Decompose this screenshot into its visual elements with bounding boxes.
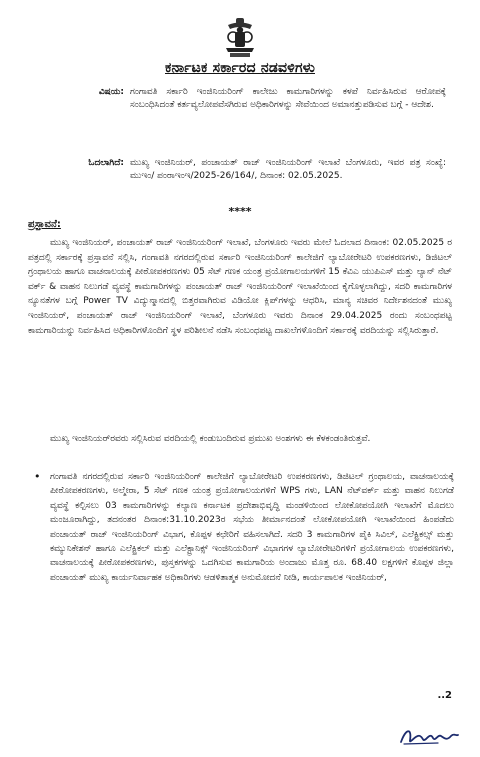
list-item (34, 470, 454, 585)
separator: **** (228, 205, 252, 218)
subject-label: ವಿಷಯ: (98, 87, 124, 97)
preamble-paragraph-2-text: ಮುಖ್ಯ ಇಂಜಿನಿಯರ್‌ರವರು ಸಲ್ಲಿಸಿರುವ ವರದಿಯಲ್ಲಿ ಕಂಡುಬಂದಿರುವ ಪ್ರಮುಖ ಅಂಶಗಳು ಈ ಕೆಳಕಂಡಂತಿರುತ್ತವೆ. (50, 434, 371, 444)
signature-icon (398, 722, 460, 748)
preamble-paragraph-2 (28, 432, 452, 447)
state-emblem-icon (222, 16, 258, 60)
preamble-paragraph-1-text: ಮುಖ್ಯ ಇಂಜಿನಿಯರ್, ಪಂಚಾಯತ್ ರಾಜ್ ಇಂಜಿನಿಯರಿಂಗ್ ಇಲಾಖೆ, ಬೆಂಗಳೂರು ಇವರು ಮೇಲೆ ಓದಲಾದ ದಿನಾಂಕ: 02.05.2025 ರ ಪತ್ರದಲ್ಲಿ ಸರ್ಕಾರಕ್ಕೆ ಪ್ರಸ್ತಾವನೆ ಸಲ್ಲಿಸಿ, ಗಂಗಾವತಿ ನಗರದಲ್ಲಿರುವ ಸರ್ಕಾರಿ ಇಂಜಿನಿಯರಿಂಗ್ ಕಾಲೇಜಿಗೆ ಲ್ಯಾಬೋರೇಟರಿ ಉಪಕರಣಗಳು, ಡಿಜಿಟಲ್ ಗ್ರಂಥಾಲಯ ಹಾಗೂ ವಾಚನಾಲಯಕ್ಕೆ ಪೀಠೋಪಕರಣಗಳು 05 ಸೆಟ್ ಗಣಕ ಯಂತ್ರ ಪ್ರಯೋಗಾಲಯಗಳಿಗೆ 15 ಕೆವಿಎ ಯುಪಿಎಸ್ ಮತ್ತು ಲ್ಯಾನ್ ನೆಟ್ ವರ್ಕ್ & ವಾಹನ ನಿಲುಗಡೆ ವ್ಯವಸ್ಥೆ ಕಾಮಗಾರಿಗಳನ್ನು ಪಂಚಾಯತ್ ರಾಜ್ ಇಂಜಿನಿಯರಿಂಗ್ ಇಲಾಖೆಯಿಂದ ಕೈಗೊಳ್ಳಲಾಗಿದ್ದು, ಸದರಿ ಕಾಮಗಾರಿಗಳ ನ್ಯೂನತೆಗಳ ಬಗ್ಗೆ Power TV ವಿದ್ಯುನ್ಮಾನದಲ್ಲಿ ಬಿತ್ತರವಾಗಿರುವ ವಿಡಿಯೋ ಕ್ಲಿಪ್‌ಗಳನ್ನು ಆಧರಿಸಿ, ಮಾನ್ಯ ಸಚಿವರ ನಿರ್ದೇಶನದಂತೆ ಮುಖ್ಯ ಇಂಜಿನಿಯರ್, ಪಂಚಾಯತ್ ರಾಜ್ ಇಂಜಿನಿಯರಿಂಗ್ ಇಲಾಖೆ, ಬೆಂಗಳೂರು ಇವರು ದಿನಾಂಕ 29.04.2025 ರಂದು ಸಂಬಂಧಪಟ್ಟ ಕಾಮಗಾರಿಯನ್ನು ನಿರ್ವಹಿಸಿದ ಅಧಿಕಾರಿಗಳೊಂದಿಗೆ ಸ್ಥಳ ಪರಿಶೀಲನೆ ನಡೆಸಿ ಸಂಬಂಧಪಟ್ಟ ದಾಖಲೆಗಳೊಂದಿಗೆ ಸರ್ಕಾರಕ್ಕೆ ವರದಿಯನ್ನು ಸಲ್ಲಿಸಿರುತ್ತಾರೆ. (28, 238, 452, 336)
reference-text: ಮುಖ್ಯ ಇಂಜಿನಿಯರ್, ಪಂಚಾಯತ್ ರಾಜ್ ಇಂಜಿನಿಯರಿಂಗ್ ಇಲಾಖೆ ಬೆಂಗಳೂರು, ಇವರ ಪತ್ರ ಸಂಖ್ಯೆ: ಮುಇಂ/ ಪಂರಾಇಂಇ/2025-26/164/, ದಿನಾಂಕ: 02.05.2025. (130, 158, 446, 181)
preamble-paragraph-1 (28, 236, 452, 338)
next-page-number: ..2 (437, 690, 452, 701)
list-item-text: ಗಂಗಾವತಿ ನಗರದಲ್ಲಿರುವ ಸರ್ಕಾರಿ ಇಂಜಿನಿಯರಿಂಗ್ ಕಾಲೇಜಿಗೆ ಲ್ಯಾಬೋರೇಟರಿ ಉಪಕರಣಗಳು, ಡಿಜಿಟಲ್ ಗ್ರಂಥಾಲಯ, ವಾಚನಾಲಯಕ್ಕೆ ಪೀಠೋಪಕರಣಗಳು, ಅಲ್ಮೇರಾ, 5 ಸೆಟ್ ಗಣಕ ಯಂತ್ರ ಪ್ರಯೋಗಾಲಯಗಳಿಗೆ WPS ಗಳು, LAN ನೆಟ್‌ವರ್ಕ್ ಮತ್ತು ವಾಹನ ನಿಲುಗಡೆ ವ್ಯವಸ್ಥೆ ಕಲ್ಪಿಸಲು 03 ಕಾಮಗಾರಿಗಳನ್ನು ಕಲ್ಯಾಣ ಕರ್ನಾಟಕ ಪ್ರದೇಶಾಭಿವೃದ್ಧಿ ಮಂಡಳಿಯಿಂದ ಲೋಕೋಪಯೋಗಿ ಇಲಾಖೆಗೆ ಮೊದಲು ಮಂಜೂರಾಗಿದ್ದು, ತದನಂತರ ದಿನಾಂಕ:31.10.2023ರ ಸಭೆಯ ತೀರ್ಮಾನದಂತೆ ಲೋಕೋಪಯೋಗಿ ಇಲಾಖೆಯಿಂದ ಹಿಂಪಡೆದು ಪಂಚಾಯತ್ ರಾಜ್ ಇಂಜಿನಿಯರಿಂಗ್ ವಿಭಾಗ, ಕೊಪ್ಪಳ ಕಛೇರಿಗೆ ವಹಿಸಲಾಗಿದೆ. ಸದರಿ 3 ಕಾಮಗಾರಿಗಳ ಪೈಕಿ ಸಿವಿಲ್, ಎಲೆಕ್ಟ್ರಿಕಲ್ಸ್ ಮತ್ತು ಕಮ್ಯುನಿಕೇಶನ್ ಹಾಗೂ ಎಲೆಕ್ಟ್ರಿಕಲ್ ಮತ್ತು ಎಲೆಕ್ಟ್ರಾನಿಕ್ಸ್ ಇಂಜಿನಿಯರಿಂಗ್ ವಿಭಾಗಗಳ ಲ್ಯಾಬೋರೇಟರಿಗಳಿಗೆ ಪ್ರಯೋಗಾಲಯ ಉಪಕರಣಗಳು, ವಾಚನಾಲಯಕ್ಕೆ ಪೀಠೋಪಕರಣಗಳು, ಪುಸ್ತಕಗಳನ್ನು ಒದಗಿಸುವ ಕಾಮಗಾರಿಯ ಅಂದಾಜು ಮೊತ್ತ ರೂ. 68.40 ಲಕ್ಷಗಳಿಗೆ ಕೊಪ್ಪಳ ಜಿಲ್ಲಾ ಪಂಚಾಯತ್ ಮುಖ್ಯ ಕಾರ್ಯನಿರ್ವಾಹಕ ಅಧಿಕಾರಿಗಳು ಆಡಳಿತಾತ್ಮಕ ಅನುಮೋದನೆ ನೀಡಿ, ಕಾರ್ಯಪಾಲಕ ಇಂಜಿನಿಯರ್, (50, 472, 454, 583)
reference-row (36, 157, 446, 183)
document-heading: ಕರ್ನಾಟಕ ಸರ್ಕಾರದ ನಡವಳಿಗಳು (165, 60, 315, 76)
subject-row (36, 86, 446, 112)
bullet-icon: • (34, 470, 41, 483)
subject-text: ಗಂಗಾವತಿ ಸರ್ಕಾರಿ ಇಂಜಿನಿಯರಿಂಗ್ ಕಾಲೇಜು ಕಾಮಗಾರಿಗಳನ್ನು ಕಳಪೆ ನಿರ್ವಹಿಸಿರುವ ಆರೋಪಕ್ಕೆ ಸಂಬಂಧಿಸಿದಂತೆ ಕರ್ತವ್ಯಲೋಪವೆಸಗಿರುವ ಅಧಿಕಾರಿಗಳನ್ನು ಸೇವೆಯಿಂದ ಅಮಾನತ್ತುಪಡಿಸುವ ಬಗ್ಗೆ - ಆದೇಶ. (130, 87, 446, 110)
reference-label: ಓದಲಾಗಿದೆ: (88, 158, 124, 168)
preamble-title: ಪ್ರಸ್ತಾವನೆ: (28, 219, 61, 230)
